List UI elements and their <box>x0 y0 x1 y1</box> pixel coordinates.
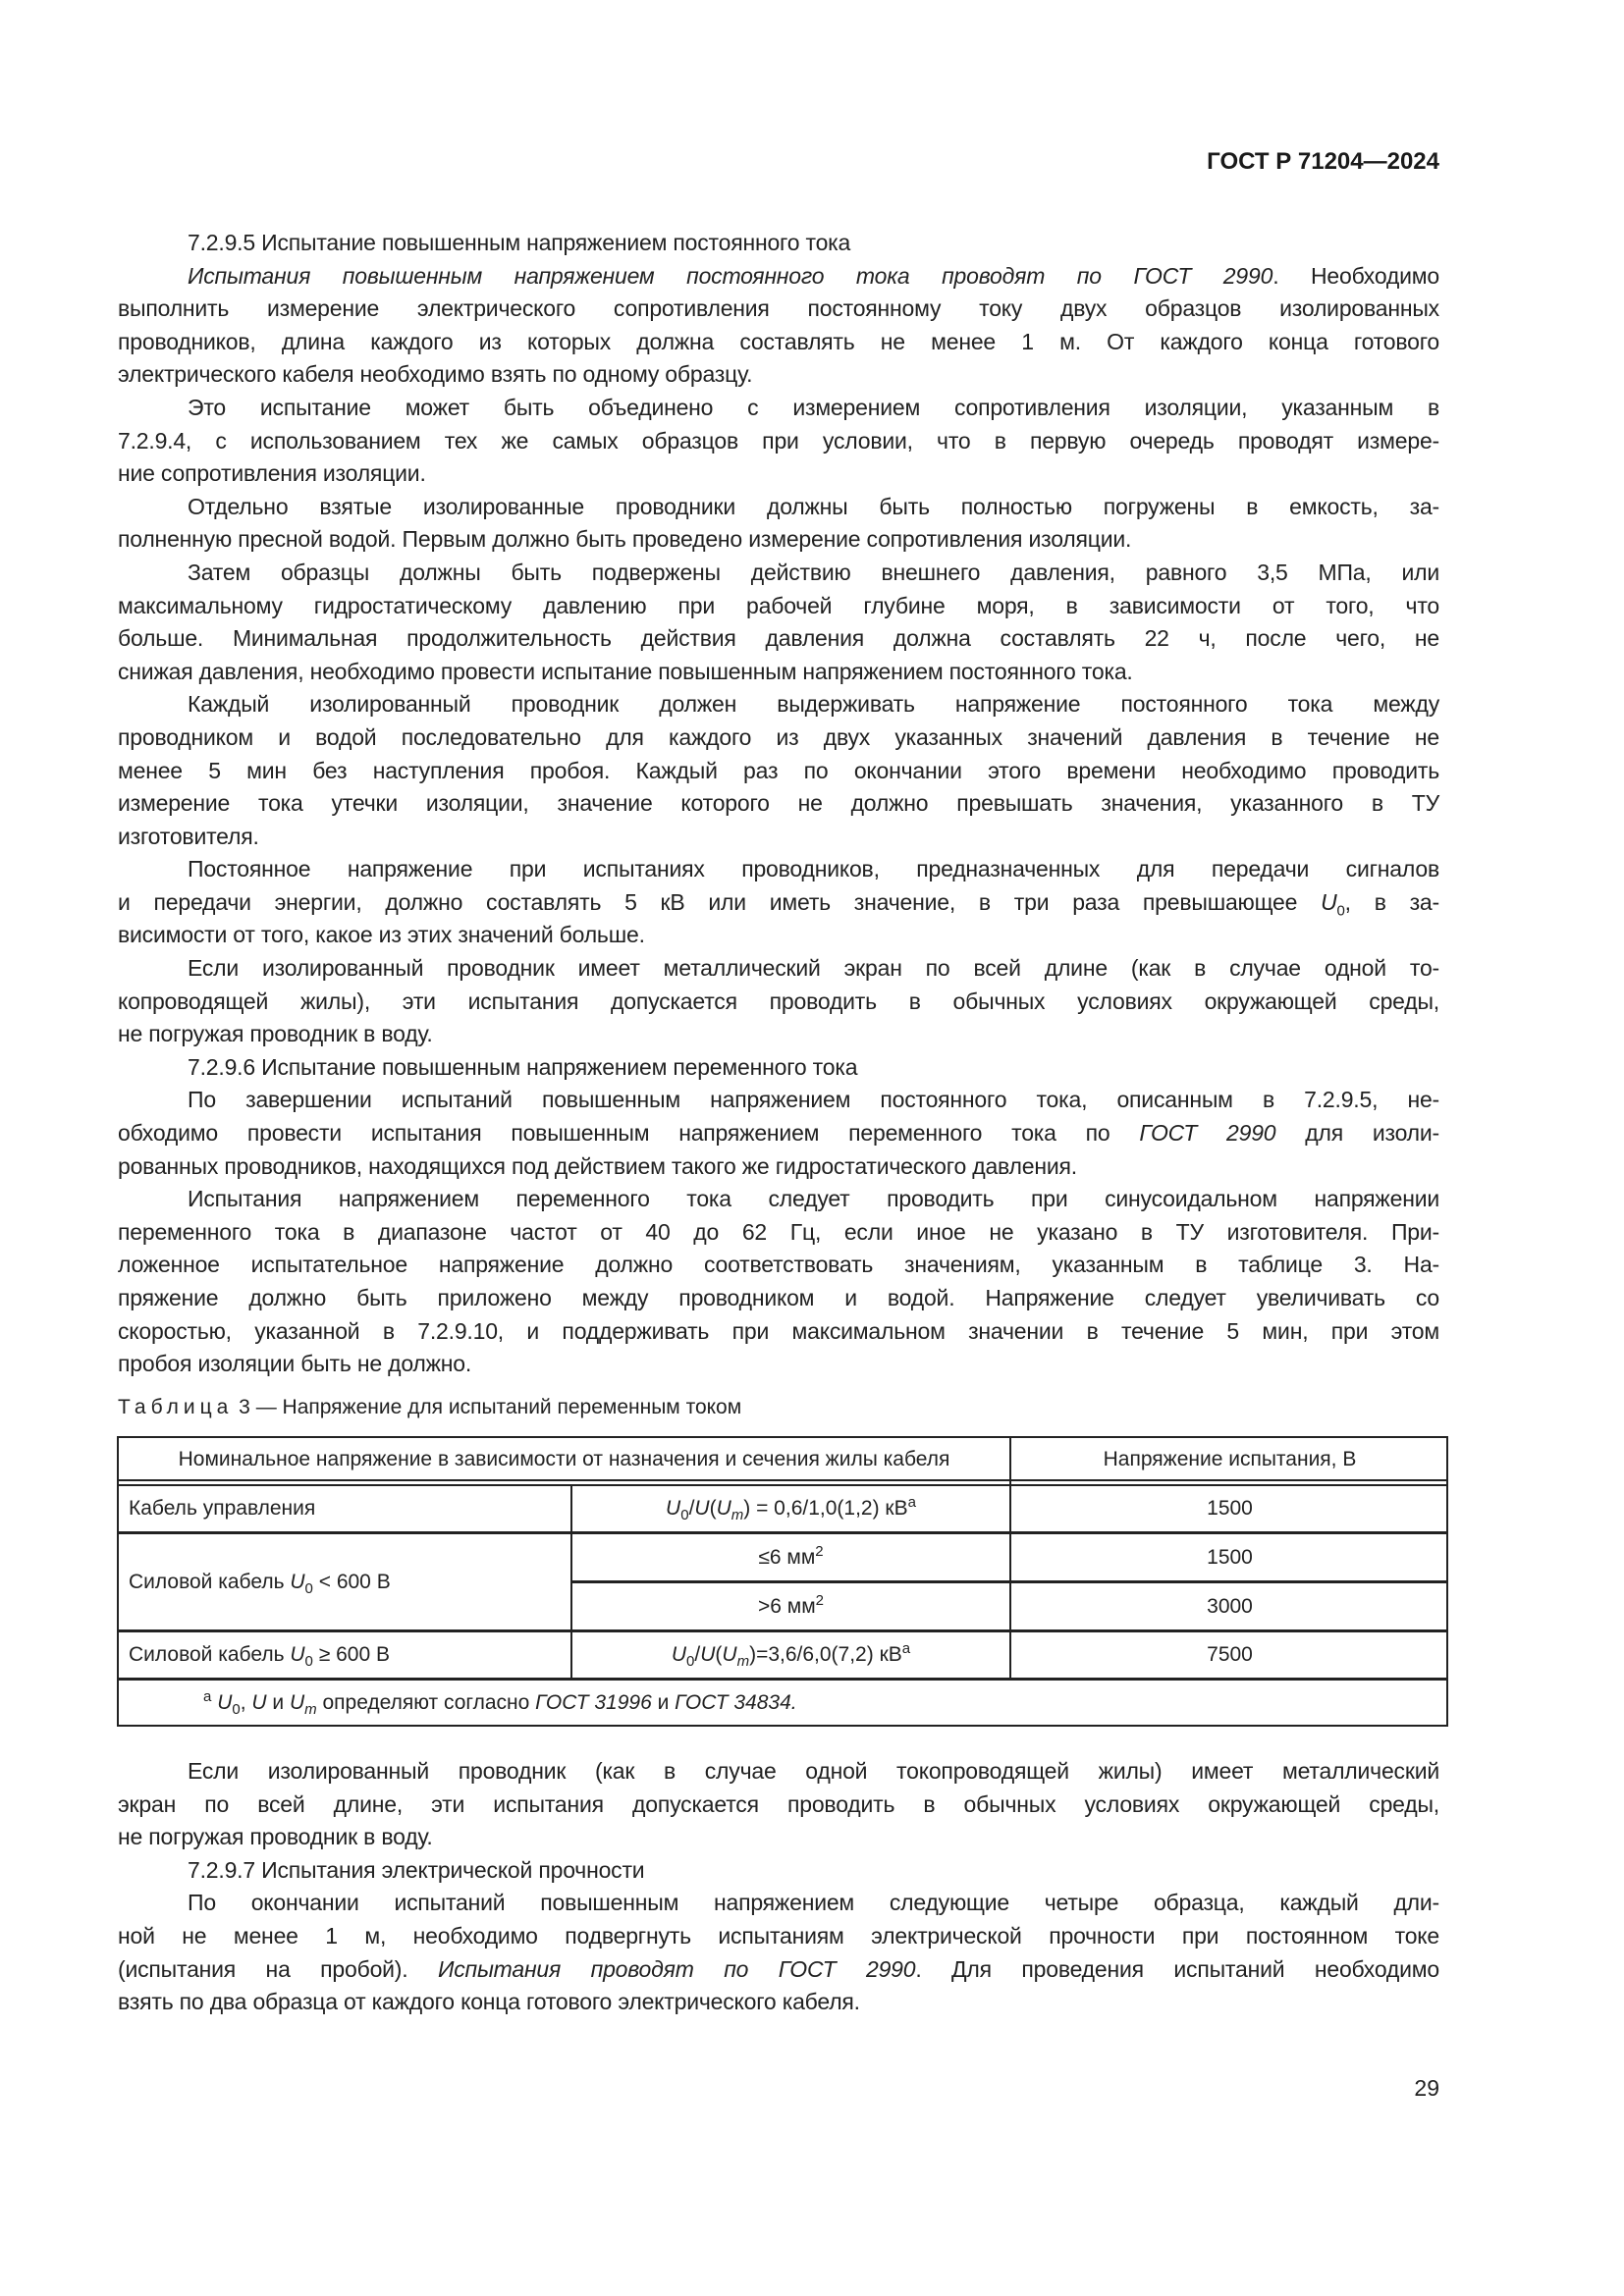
text-line <box>118 1789 1439 1822</box>
text-run: проводников, длина каждого из которых должна составлять не менее 1 м. От каждого конца готового <box>118 328 1439 354</box>
text-line <box>118 1348 1439 1381</box>
text-run: ≥ 600 В <box>312 1643 390 1666</box>
text-line <box>118 1216 1439 1250</box>
text-run: )=3,6/6,0(7,2) кВ <box>749 1643 902 1666</box>
text-run: ГОСТ 31996 <box>535 1691 652 1714</box>
text-line <box>118 457 1439 491</box>
text-run: . Необходимо <box>1272 262 1439 289</box>
subscript: 0 <box>304 1579 313 1597</box>
text-run: ≤6 мм <box>758 1545 816 1569</box>
text-run: электрического кабеля необходимо взять по одному образцу. <box>118 361 753 388</box>
text-line <box>118 1249 1439 1282</box>
text-run: ние сопротивления изоляции. <box>118 460 426 487</box>
table-caption-label: Таблица <box>118 1396 234 1418</box>
cell-r4c1 <box>129 1632 570 1678</box>
text-line <box>118 1150 1439 1184</box>
text-run: ГОСТ 2990 <box>1139 1120 1276 1147</box>
text-line <box>118 1854 1439 1888</box>
text-run: 7500 <box>1207 1643 1253 1666</box>
text-run: измерение тока утечки изоляции, значение которого не должно превышать значения, указанного в ТУ <box>118 790 1439 817</box>
body-text-bottom <box>118 1755 1439 2019</box>
text-run: По окончании испытаний повышенным напряжением следующие четыре образца, каждый дли- <box>188 1890 1439 1916</box>
text-run: выполнить измерение электрического сопротивления постоянному току двух образцов изолированных <box>118 295 1439 322</box>
text-run: 7.2.9.7 Испытания электрической прочности <box>188 1856 645 1883</box>
text-run: Силовой кабель <box>129 1643 291 1666</box>
cell-r1c2 <box>572 1486 1009 1531</box>
text-run: Испытания повышенным напряжением постоянного тока проводят по ГОСТ 2990 <box>188 262 1273 289</box>
text-run: менее 5 мин без наступления пробоя. Каждый раз по окончании этого времени необходимо проводить <box>118 757 1439 783</box>
text-run: полненную пресной водой. Первым должно быть проведено измерение сопротивления изоляции. <box>118 526 1132 553</box>
text-line <box>118 358 1439 392</box>
text-line <box>118 227 1439 260</box>
text-line <box>118 293 1439 326</box>
text-line <box>118 721 1439 755</box>
text-run: пробоя изоляции быть не должно. <box>118 1351 472 1377</box>
text-line <box>118 1084 1439 1117</box>
text-line <box>118 1315 1439 1349</box>
cell-r1c3 <box>1011 1486 1448 1531</box>
text-run: и <box>651 1691 676 1714</box>
text-run: U <box>694 1497 710 1520</box>
superscript: 2 <box>815 1591 824 1609</box>
superscript: a <box>203 1688 212 1705</box>
text-run: U <box>290 1643 305 1666</box>
superscript: a <box>901 1640 911 1657</box>
cell-text <box>1207 1595 1253 1619</box>
text-line <box>118 557 1439 590</box>
superscript: a <box>907 1494 916 1511</box>
text-run: 1500 <box>1207 1545 1253 1569</box>
text-run: , в за- <box>1344 888 1439 915</box>
text-run: изготовителя. <box>118 823 259 849</box>
text-line <box>118 787 1439 821</box>
text-line <box>118 688 1439 721</box>
text-run: < 600 В <box>312 1570 391 1593</box>
text-run: , <box>240 1691 252 1714</box>
text-line <box>118 656 1439 689</box>
text-run: U <box>289 1691 305 1714</box>
text-line <box>118 919 1439 952</box>
text-line <box>118 821 1439 854</box>
text-run: >6 мм <box>758 1594 816 1618</box>
text-run: U <box>700 1643 716 1666</box>
cell-r4c2 <box>572 1632 1009 1678</box>
text-run: снижая давления, необходимо провести испытание повышенным напряжением постоянного тока. <box>118 658 1133 684</box>
text-run: Если изолированный проводник (как в случае одной токопроводящей жилы) имеет металлический <box>188 1758 1439 1784</box>
text-run: / <box>694 1643 701 1666</box>
text-line <box>118 523 1439 557</box>
table-footnote <box>203 1681 1440 1726</box>
text-run: 7.2.9.4, с использованием тех же самых образцов при условии, что в первую очередь проводят измере- <box>118 427 1439 454</box>
text-run: Испытания проводят по ГОСТ 2990 <box>437 1955 916 1982</box>
text-run: ложенное испытательное напряжение должно соответствовать значениям, указанным в таблице 3. На- <box>118 1252 1439 1278</box>
voltage-test-table <box>117 1436 1448 1727</box>
cell-r3c2 <box>572 1583 1009 1629</box>
text-run: Постоянное напряжение при испытаниях проводников, предназначенных для передачи сигналов <box>188 856 1439 882</box>
text-run: U <box>671 1643 687 1666</box>
subscript: 0 <box>304 1653 313 1671</box>
text-run: обходимо провести испытания повышенным напряжением переменного тока по <box>118 1120 1140 1147</box>
cell-text <box>129 1497 315 1521</box>
text-run: U <box>666 1497 681 1520</box>
text-run: U <box>251 1691 267 1714</box>
text-run: Кабель управления <box>129 1497 316 1520</box>
text-run: . Для проведения испытаний необходимо <box>915 1955 1439 1982</box>
text-run: переменного тока в диапазоне частот от 40 до 62 Гц, если иное не указано в ТУ изготовителя. При- <box>118 1218 1439 1245</box>
text-line <box>118 1117 1439 1150</box>
text-run: и передачи энергии, должно составлять 5 кВ или иметь значение, в три раза превышающее <box>118 888 1322 915</box>
superscript: 2 <box>815 1542 824 1560</box>
subscript: 0 <box>232 1701 241 1719</box>
text-run: и <box>266 1691 290 1714</box>
text-run: больше. Минимальная продолжительность действия давления должна составлять 22 ч, после чего, не <box>118 625 1439 652</box>
text-line <box>118 853 1439 886</box>
cell-text <box>666 1494 916 1524</box>
subscript: m <box>304 1701 317 1719</box>
text-run: Силовой кабель <box>129 1570 291 1593</box>
text-line <box>118 886 1439 920</box>
text-run: U <box>716 1497 731 1520</box>
cell-text <box>758 1591 824 1619</box>
text-line <box>118 986 1439 1019</box>
text-run: Испытания напряжением переменного тока следует проводить при синусоидальном напряжении <box>188 1186 1439 1212</box>
text-run: ) = 0,6/1,0(1,2) кВ <box>743 1497 908 1520</box>
subscript: 0 <box>680 1507 689 1524</box>
table-caption-title: 3 — Напряжение для испытаний переменным током <box>233 1396 742 1418</box>
page-number: 29 <box>1414 2075 1439 2101</box>
text-run: U <box>1321 888 1337 915</box>
cell-r1c1 <box>129 1486 570 1531</box>
cell-text <box>758 1542 824 1570</box>
text-run: ГОСТ 34834. <box>675 1691 797 1714</box>
cell-text <box>1207 1643 1253 1667</box>
text-line <box>118 755 1439 788</box>
text-run: пряжение должно быть приложено между проводником и водой. Напряжение следует увеличивать со <box>118 1285 1439 1310</box>
text-run: Это испытание может быть объединено с измерением сопротивления изоляции, указанным в <box>188 394 1439 420</box>
subscript: 0 <box>686 1653 695 1671</box>
text-run: 3000 <box>1207 1594 1253 1618</box>
text-line <box>118 392 1439 425</box>
text-run: определяют согласно <box>316 1691 536 1714</box>
text-line <box>118 1282 1439 1315</box>
cell-text <box>129 1570 391 1597</box>
text-line <box>118 1953 1439 1987</box>
text-run: Отдельно взятые изолированные проводники должны быть полностью погружены в емкость, за- <box>188 493 1439 519</box>
document-id-header: ГОСТ Р 71204—2024 <box>1207 148 1439 175</box>
text-run: U <box>290 1570 305 1593</box>
text-run: ( <box>715 1643 723 1666</box>
text-line <box>118 1018 1439 1051</box>
text-line <box>118 1887 1439 1920</box>
subscript: m <box>736 1653 750 1671</box>
text-run: максимальному гидростатическому давлению при рабочей глубине моря, в зависимости от того, что <box>118 592 1439 618</box>
subscript: m <box>731 1507 744 1524</box>
text-run: рованных проводников, находящихся под действием такого же гидростатического давления. <box>118 1152 1077 1179</box>
cell-r2c1 <box>129 1534 570 1629</box>
text-line <box>118 1755 1439 1789</box>
text-run: Если изолированный проводник имеет металлический экран по всей длине (как в случае одной то- <box>188 955 1439 982</box>
text-run: 7.2.9.6 Испытание повышенным напряжением переменного тока <box>188 1053 858 1080</box>
cell-r2c3 <box>1011 1534 1448 1580</box>
header-test-voltage: Напряжение испытания, В <box>1103 1447 1357 1470</box>
text-run: взять по два образца от каждого конца готового электрического кабеля. <box>118 1989 860 2015</box>
cell-text <box>1207 1546 1253 1570</box>
text-line <box>118 952 1439 986</box>
text-run: U <box>722 1643 737 1666</box>
text-run: По завершении испытаний повышенным напряжением постоянного тока, описанным в 7.2.9.5, не- <box>188 1087 1439 1113</box>
cell-text <box>1207 1497 1253 1521</box>
text-line <box>118 1051 1439 1085</box>
text-line <box>118 1821 1439 1854</box>
text-run: ной не менее 1 м, необходимо подвергнуть испытаниям электрической прочности при постоянном токе <box>118 1922 1439 1949</box>
text-run: проводником и водой последовательно для каждого из двух указанных значений давления в течение не <box>118 723 1439 750</box>
cell-text <box>671 1640 911 1671</box>
text-line <box>118 1920 1439 1953</box>
text-run: не погружая проводник в воду. <box>118 1824 433 1850</box>
text-line <box>118 425 1439 458</box>
text-run: (испытания на пробой). <box>118 1955 438 1982</box>
text-run: скоростью, указанной в 7.2.9.10, и поддерживать при максимальном значении в течение 5 мин, при этом <box>118 1317 1439 1344</box>
text-run: ( <box>709 1497 717 1520</box>
text-line <box>118 590 1439 623</box>
text-line <box>118 260 1439 294</box>
text-line <box>118 1986 1439 2019</box>
text-run: экран по всей длине, эти испытания допускается проводить в обычных условиях окружающей среды, <box>118 1790 1439 1817</box>
text-run: 7.2.9.5 Испытание повышенным напряжением постоянного тока <box>188 230 851 255</box>
text-run: копроводящей жилы), эти испытания допускается проводить в обычных условиях окружающей среды, <box>118 988 1439 1014</box>
cell-text <box>203 1688 797 1719</box>
text-line <box>118 491 1439 524</box>
text-run: 1500 <box>1207 1497 1253 1520</box>
text-run: для изоли- <box>1275 1120 1439 1147</box>
cell-r2c2 <box>572 1534 1009 1580</box>
table-caption <box>118 1396 741 1419</box>
text-run: висимости от того, какое из этих значений больше. <box>118 922 645 948</box>
cell-r4c3 <box>1011 1632 1448 1678</box>
body-text-top <box>118 227 1439 1381</box>
text-run: Затем образцы должны быть подвержены действию внешнего давления, равного 3,5 МПа, или <box>188 559 1439 585</box>
text-run: / <box>688 1497 695 1520</box>
header-nominal-voltage: Номинальное напряжение в зависимости от назначения и сечения жилы кабеля <box>178 1447 950 1470</box>
text-run: Каждый изолированный проводник должен выдерживать напряжение постоянного тока между <box>188 691 1439 718</box>
text-line <box>118 326 1439 359</box>
text-line <box>118 1183 1439 1216</box>
text-line <box>118 622 1439 656</box>
subscript: 0 <box>1336 902 1345 920</box>
text-run: U <box>217 1691 233 1714</box>
cell-r3c3 <box>1011 1583 1448 1629</box>
text-run: не погружая проводник в воду. <box>118 1021 433 1047</box>
cell-text <box>129 1643 390 1671</box>
